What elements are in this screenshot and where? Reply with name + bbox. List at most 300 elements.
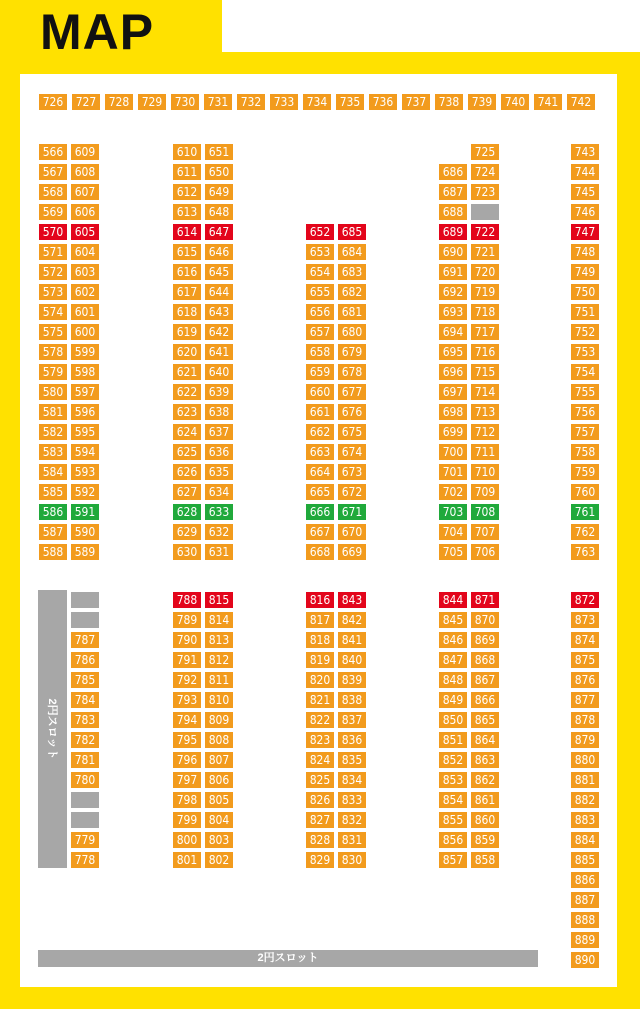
machine-782[interactable]: 782 xyxy=(70,731,100,749)
machine-650[interactable]: 650 xyxy=(204,163,234,181)
machine-784[interactable]: 784 xyxy=(70,691,100,709)
machine-674[interactable]: 674 xyxy=(337,443,367,461)
machine-701[interactable]: 701 xyxy=(438,463,468,481)
machine-814[interactable]: 814 xyxy=(204,611,234,629)
machine-583[interactable]: 583 xyxy=(38,443,68,461)
machine-743[interactable]: 743 xyxy=(570,143,600,161)
machine-842[interactable]: 842 xyxy=(337,611,367,629)
machine-666[interactable]: 666 xyxy=(305,503,335,521)
machine-588[interactable]: 588 xyxy=(38,543,68,561)
machine-655[interactable]: 655 xyxy=(305,283,335,301)
machine-632[interactable]: 632 xyxy=(204,523,234,541)
machine-869[interactable]: 869 xyxy=(470,631,500,649)
machine-857[interactable]: 857 xyxy=(438,851,468,869)
machine-791[interactable]: 791 xyxy=(172,651,202,669)
machine-815[interactable]: 815 xyxy=(204,591,234,609)
machine-712[interactable]: 712 xyxy=(470,423,500,441)
machine-694[interactable]: 694 xyxy=(438,323,468,341)
machine-800[interactable]: 800 xyxy=(172,831,202,849)
machine-677[interactable]: 677 xyxy=(337,383,367,401)
machine-870[interactable]: 870 xyxy=(470,611,500,629)
machine-783[interactable]: 783 xyxy=(70,711,100,729)
machine-606[interactable]: 606 xyxy=(70,203,100,221)
machine-670[interactable]: 670 xyxy=(337,523,367,541)
machine-642[interactable]: 642 xyxy=(204,323,234,341)
machine-595[interactable]: 595 xyxy=(70,423,100,441)
machine-634[interactable]: 634 xyxy=(204,483,234,501)
machine-590[interactable]: 590 xyxy=(70,523,100,541)
machine-622[interactable]: 622 xyxy=(172,383,202,401)
machine-780[interactable]: 780 xyxy=(70,771,100,789)
machine-683[interactable]: 683 xyxy=(337,263,367,281)
machine-719[interactable]: 719 xyxy=(470,283,500,301)
machine-722[interactable]: 722 xyxy=(470,223,500,241)
machine-659[interactable]: 659 xyxy=(305,363,335,381)
machine-748[interactable]: 748 xyxy=(570,243,600,261)
machine-880[interactable]: 880 xyxy=(570,751,600,769)
machine-698[interactable]: 698 xyxy=(438,403,468,421)
machine-724[interactable]: 724 xyxy=(470,163,500,181)
machine-793[interactable]: 793 xyxy=(172,691,202,709)
machine-689[interactable]: 689 xyxy=(438,223,468,241)
machine-798[interactable]: 798 xyxy=(172,791,202,809)
machine-736[interactable]: 736 xyxy=(368,93,398,111)
machine-738[interactable]: 738 xyxy=(434,93,464,111)
machine-676[interactable]: 676 xyxy=(337,403,367,421)
machine-611[interactable]: 611 xyxy=(172,163,202,181)
machine-645[interactable]: 645 xyxy=(204,263,234,281)
machine-624[interactable]: 624 xyxy=(172,423,202,441)
machine-787[interactable]: 787 xyxy=(70,631,100,649)
machine-731[interactable]: 731 xyxy=(203,93,233,111)
machine-639[interactable]: 639 xyxy=(204,383,234,401)
machine-831[interactable]: 831 xyxy=(337,831,367,849)
machine-660[interactable]: 660 xyxy=(305,383,335,401)
machine-668[interactable]: 668 xyxy=(305,543,335,561)
machine-746[interactable]: 746 xyxy=(570,203,600,221)
machine-692[interactable]: 692 xyxy=(438,283,468,301)
machine-663[interactable]: 663 xyxy=(305,443,335,461)
machine-574[interactable]: 574 xyxy=(38,303,68,321)
machine-720[interactable]: 720 xyxy=(470,263,500,281)
machine-823[interactable]: 823 xyxy=(305,731,335,749)
machine-600[interactable]: 600 xyxy=(70,323,100,341)
machine-626[interactable]: 626 xyxy=(172,463,202,481)
machine-728[interactable]: 728 xyxy=(104,93,134,111)
machine-661[interactable]: 661 xyxy=(305,403,335,421)
machine-675[interactable]: 675 xyxy=(337,423,367,441)
machine-812[interactable]: 812 xyxy=(204,651,234,669)
machine-710[interactable]: 710 xyxy=(470,463,500,481)
machine-866[interactable]: 866 xyxy=(470,691,500,709)
machine-844[interactable]: 844 xyxy=(438,591,468,609)
machine-628[interactable]: 628 xyxy=(172,503,202,521)
machine-840[interactable]: 840 xyxy=(337,651,367,669)
machine-874[interactable]: 874 xyxy=(570,631,600,649)
machine-646[interactable]: 646 xyxy=(204,243,234,261)
machine-838[interactable]: 838 xyxy=(337,691,367,709)
machine-749[interactable]: 749 xyxy=(570,263,600,281)
machine-631[interactable]: 631 xyxy=(204,543,234,561)
machine-872[interactable]: 872 xyxy=(570,591,600,609)
machine-818[interactable]: 818 xyxy=(305,631,335,649)
machine-847[interactable]: 847 xyxy=(438,651,468,669)
machine-725[interactable]: 725 xyxy=(470,143,500,161)
machine-715[interactable]: 715 xyxy=(470,363,500,381)
machine-758[interactable]: 758 xyxy=(570,443,600,461)
machine-667[interactable]: 667 xyxy=(305,523,335,541)
machine-759[interactable]: 759 xyxy=(570,463,600,481)
machine-811[interactable]: 811 xyxy=(204,671,234,689)
machine-799[interactable]: 799 xyxy=(172,811,202,829)
machine-809[interactable]: 809 xyxy=(204,711,234,729)
machine-684[interactable]: 684 xyxy=(337,243,367,261)
machine-854[interactable]: 854 xyxy=(438,791,468,809)
machine-723[interactable]: 723 xyxy=(470,183,500,201)
machine-860[interactable]: 860 xyxy=(470,811,500,829)
machine-851[interactable]: 851 xyxy=(438,731,468,749)
machine-868[interactable]: 868 xyxy=(470,651,500,669)
machine-760[interactable]: 760 xyxy=(570,483,600,501)
machine-638[interactable]: 638 xyxy=(204,403,234,421)
machine-625[interactable]: 625 xyxy=(172,443,202,461)
machine-734[interactable]: 734 xyxy=(302,93,332,111)
machine-570[interactable]: 570 xyxy=(38,223,68,241)
machine-703[interactable]: 703 xyxy=(438,503,468,521)
machine-618[interactable]: 618 xyxy=(172,303,202,321)
machine-640[interactable]: 640 xyxy=(204,363,234,381)
machine-581[interactable]: 581 xyxy=(38,403,68,421)
machine-747[interactable]: 747 xyxy=(570,223,600,241)
machine-882[interactable]: 882 xyxy=(570,791,600,809)
machine-862[interactable]: 862 xyxy=(470,771,500,789)
machine-790[interactable]: 790 xyxy=(172,631,202,649)
machine-711[interactable]: 711 xyxy=(470,443,500,461)
machine-573[interactable]: 573 xyxy=(38,283,68,301)
machine-620[interactable]: 620 xyxy=(172,343,202,361)
machine-794[interactable]: 794 xyxy=(172,711,202,729)
machine-785[interactable]: 785 xyxy=(70,671,100,689)
machine-569[interactable]: 569 xyxy=(38,203,68,221)
machine-615[interactable]: 615 xyxy=(172,243,202,261)
machine-846[interactable]: 846 xyxy=(438,631,468,649)
machine-617[interactable]: 617 xyxy=(172,283,202,301)
machine-839[interactable]: 839 xyxy=(337,671,367,689)
machine-816[interactable]: 816 xyxy=(305,591,335,609)
machine-742[interactable]: 742 xyxy=(566,93,596,111)
machine-623[interactable]: 623 xyxy=(172,403,202,421)
machine-884[interactable]: 884 xyxy=(570,831,600,849)
machine-843[interactable]: 843 xyxy=(337,591,367,609)
machine-669[interactable]: 669 xyxy=(337,543,367,561)
machine-649[interactable]: 649 xyxy=(204,183,234,201)
machine-830[interactable]: 830 xyxy=(337,851,367,869)
machine-644[interactable]: 644 xyxy=(204,283,234,301)
machine-890[interactable]: 890 xyxy=(570,951,600,969)
machine-643[interactable]: 643 xyxy=(204,303,234,321)
machine-808[interactable]: 808 xyxy=(204,731,234,749)
machine-730[interactable]: 730 xyxy=(170,93,200,111)
machine-729[interactable]: 729 xyxy=(137,93,167,111)
machine-601[interactable]: 601 xyxy=(70,303,100,321)
machine-744[interactable]: 744 xyxy=(570,163,600,181)
machine-604[interactable]: 604 xyxy=(70,243,100,261)
machine-602[interactable]: 602 xyxy=(70,283,100,301)
machine-609[interactable]: 609 xyxy=(70,143,100,161)
machine-652[interactable]: 652 xyxy=(305,223,335,241)
machine-682[interactable]: 682 xyxy=(337,283,367,301)
machine-680[interactable]: 680 xyxy=(337,323,367,341)
machine-714[interactable]: 714 xyxy=(470,383,500,401)
machine-836[interactable]: 836 xyxy=(337,731,367,749)
machine-883[interactable]: 883 xyxy=(570,811,600,829)
machine-828[interactable]: 828 xyxy=(305,831,335,849)
machine-755[interactable]: 755 xyxy=(570,383,600,401)
machine-805[interactable]: 805 xyxy=(204,791,234,809)
machine-621[interactable]: 621 xyxy=(172,363,202,381)
machine-867[interactable]: 867 xyxy=(470,671,500,689)
machine-589[interactable]: 589 xyxy=(70,543,100,561)
machine-599[interactable]: 599 xyxy=(70,343,100,361)
machine-848[interactable]: 848 xyxy=(438,671,468,689)
machine-641[interactable]: 641 xyxy=(204,343,234,361)
machine-886[interactable]: 886 xyxy=(570,871,600,889)
machine-584[interactable]: 584 xyxy=(38,463,68,481)
machine-763[interactable]: 763 xyxy=(570,543,600,561)
machine-594[interactable]: 594 xyxy=(70,443,100,461)
machine-648[interactable]: 648 xyxy=(204,203,234,221)
machine-603[interactable]: 603 xyxy=(70,263,100,281)
machine-778[interactable]: 778 xyxy=(70,851,100,869)
machine-850[interactable]: 850 xyxy=(438,711,468,729)
machine-658[interactable]: 658 xyxy=(305,343,335,361)
machine-877[interactable]: 877 xyxy=(570,691,600,709)
machine-733[interactable]: 733 xyxy=(269,93,299,111)
machine-735[interactable]: 735 xyxy=(335,93,365,111)
machine-881[interactable]: 881 xyxy=(570,771,600,789)
machine-873[interactable]: 873 xyxy=(570,611,600,629)
machine-878[interactable]: 878 xyxy=(570,711,600,729)
machine-636[interactable]: 636 xyxy=(204,443,234,461)
machine-605[interactable]: 605 xyxy=(70,223,100,241)
machine-709[interactable]: 709 xyxy=(470,483,500,501)
machine-580[interactable]: 580 xyxy=(38,383,68,401)
machine-754[interactable]: 754 xyxy=(570,363,600,381)
machine-750[interactable]: 750 xyxy=(570,283,600,301)
machine-833[interactable]: 833 xyxy=(337,791,367,809)
machine-879[interactable]: 879 xyxy=(570,731,600,749)
machine-596[interactable]: 596 xyxy=(70,403,100,421)
machine-889[interactable]: 889 xyxy=(570,931,600,949)
machine-578[interactable]: 578 xyxy=(38,343,68,361)
machine-613[interactable]: 613 xyxy=(172,203,202,221)
machine-627[interactable]: 627 xyxy=(172,483,202,501)
machine-685[interactable]: 685 xyxy=(337,223,367,241)
machine-885[interactable]: 885 xyxy=(570,851,600,869)
machine-825[interactable]: 825 xyxy=(305,771,335,789)
machine-741[interactable]: 741 xyxy=(533,93,563,111)
machine-801[interactable]: 801 xyxy=(172,851,202,869)
machine-871[interactable]: 871 xyxy=(470,591,500,609)
machine-662[interactable]: 662 xyxy=(305,423,335,441)
machine-824[interactable]: 824 xyxy=(305,751,335,769)
machine-707[interactable]: 707 xyxy=(470,523,500,541)
machine-579[interactable]: 579 xyxy=(38,363,68,381)
machine-863[interactable]: 863 xyxy=(470,751,500,769)
machine-687[interactable]: 687 xyxy=(438,183,468,201)
machine-756[interactable]: 756 xyxy=(570,403,600,421)
machine-804[interactable]: 804 xyxy=(204,811,234,829)
machine-686[interactable]: 686 xyxy=(438,163,468,181)
machine-849[interactable]: 849 xyxy=(438,691,468,709)
machine-653[interactable]: 653 xyxy=(305,243,335,261)
machine-821[interactable]: 821 xyxy=(305,691,335,709)
machine-608[interactable]: 608 xyxy=(70,163,100,181)
machine-745[interactable]: 745 xyxy=(570,183,600,201)
machine-585[interactable]: 585 xyxy=(38,483,68,501)
machine-690[interactable]: 690 xyxy=(438,243,468,261)
machine-789[interactable]: 789 xyxy=(172,611,202,629)
machine-792[interactable]: 792 xyxy=(172,671,202,689)
machine-619[interactable]: 619 xyxy=(172,323,202,341)
machine-705[interactable]: 705 xyxy=(438,543,468,561)
machine-616[interactable]: 616 xyxy=(172,263,202,281)
machine-696[interactable]: 696 xyxy=(438,363,468,381)
machine-806[interactable]: 806 xyxy=(204,771,234,789)
machine-597[interactable]: 597 xyxy=(70,383,100,401)
machine-762[interactable]: 762 xyxy=(570,523,600,541)
machine-672[interactable]: 672 xyxy=(337,483,367,501)
machine-841[interactable]: 841 xyxy=(337,631,367,649)
machine-671[interactable]: 671 xyxy=(337,503,367,521)
machine-861[interactable]: 861 xyxy=(470,791,500,809)
machine-797[interactable]: 797 xyxy=(172,771,202,789)
machine-591[interactable]: 591 xyxy=(70,503,100,521)
machine-795[interactable]: 795 xyxy=(172,731,202,749)
machine-807[interactable]: 807 xyxy=(204,751,234,769)
machine-781[interactable]: 781 xyxy=(70,751,100,769)
machine-779[interactable]: 779 xyxy=(70,831,100,849)
machine-587[interactable]: 587 xyxy=(38,523,68,541)
machine-864[interactable]: 864 xyxy=(470,731,500,749)
machine-726[interactable]: 726 xyxy=(38,93,68,111)
machine-656[interactable]: 656 xyxy=(305,303,335,321)
machine-633[interactable]: 633 xyxy=(204,503,234,521)
machine-586[interactable]: 586 xyxy=(38,503,68,521)
machine-571[interactable]: 571 xyxy=(38,243,68,261)
machine-829[interactable]: 829 xyxy=(305,851,335,869)
machine-788[interactable]: 788 xyxy=(172,591,202,609)
machine-566[interactable]: 566 xyxy=(38,143,68,161)
machine-740[interactable]: 740 xyxy=(500,93,530,111)
machine-803[interactable]: 803 xyxy=(204,831,234,849)
machine-612[interactable]: 612 xyxy=(172,183,202,201)
machine-568[interactable]: 568 xyxy=(38,183,68,201)
machine-575[interactable]: 575 xyxy=(38,323,68,341)
machine-813[interactable]: 813 xyxy=(204,631,234,649)
machine-739[interactable]: 739 xyxy=(467,93,497,111)
machine-614[interactable]: 614 xyxy=(172,223,202,241)
machine-704[interactable]: 704 xyxy=(438,523,468,541)
machine-651[interactable]: 651 xyxy=(204,143,234,161)
machine-598[interactable]: 598 xyxy=(70,363,100,381)
machine-582[interactable]: 582 xyxy=(38,423,68,441)
machine-702[interactable]: 702 xyxy=(438,483,468,501)
machine-699[interactable]: 699 xyxy=(438,423,468,441)
machine-752[interactable]: 752 xyxy=(570,323,600,341)
machine-665[interactable]: 665 xyxy=(305,483,335,501)
machine-856[interactable]: 856 xyxy=(438,831,468,849)
machine-716[interactable]: 716 xyxy=(470,343,500,361)
machine-753[interactable]: 753 xyxy=(570,343,600,361)
machine-845[interactable]: 845 xyxy=(438,611,468,629)
machine-567[interactable]: 567 xyxy=(38,163,68,181)
machine-757[interactable]: 757 xyxy=(570,423,600,441)
machine-732[interactable]: 732 xyxy=(236,93,266,111)
machine-593[interactable]: 593 xyxy=(70,463,100,481)
machine-630[interactable]: 630 xyxy=(172,543,202,561)
machine-820[interactable]: 820 xyxy=(305,671,335,689)
machine-832[interactable]: 832 xyxy=(337,811,367,829)
machine-855[interactable]: 855 xyxy=(438,811,468,829)
machine-717[interactable]: 717 xyxy=(470,323,500,341)
machine-827[interactable]: 827 xyxy=(305,811,335,829)
machine-718[interactable]: 718 xyxy=(470,303,500,321)
machine-706[interactable]: 706 xyxy=(470,543,500,561)
machine-592[interactable]: 592 xyxy=(70,483,100,501)
machine-679[interactable]: 679 xyxy=(337,343,367,361)
machine-826[interactable]: 826 xyxy=(305,791,335,809)
machine-834[interactable]: 834 xyxy=(337,771,367,789)
machine-673[interactable]: 673 xyxy=(337,463,367,481)
machine-629[interactable]: 629 xyxy=(172,523,202,541)
machine-751[interactable]: 751 xyxy=(570,303,600,321)
machine-837[interactable]: 837 xyxy=(337,711,367,729)
machine-664[interactable]: 664 xyxy=(305,463,335,481)
machine-876[interactable]: 876 xyxy=(570,671,600,689)
machine-852[interactable]: 852 xyxy=(438,751,468,769)
machine-737[interactable]: 737 xyxy=(401,93,431,111)
machine-654[interactable]: 654 xyxy=(305,263,335,281)
machine-817[interactable]: 817 xyxy=(305,611,335,629)
machine-865[interactable]: 865 xyxy=(470,711,500,729)
machine-688[interactable]: 688 xyxy=(438,203,468,221)
machine-695[interactable]: 695 xyxy=(438,343,468,361)
machine-875[interactable]: 875 xyxy=(570,651,600,669)
machine-786[interactable]: 786 xyxy=(70,651,100,669)
machine-691[interactable]: 691 xyxy=(438,263,468,281)
machine-858[interactable]: 858 xyxy=(470,851,500,869)
machine-635[interactable]: 635 xyxy=(204,463,234,481)
machine-888[interactable]: 888 xyxy=(570,911,600,929)
machine-681[interactable]: 681 xyxy=(337,303,367,321)
machine-761[interactable]: 761 xyxy=(570,503,600,521)
machine-835[interactable]: 835 xyxy=(337,751,367,769)
machine-700[interactable]: 700 xyxy=(438,443,468,461)
machine-657[interactable]: 657 xyxy=(305,323,335,341)
machine-697[interactable]: 697 xyxy=(438,383,468,401)
machine-721[interactable]: 721 xyxy=(470,243,500,261)
machine-810[interactable]: 810 xyxy=(204,691,234,709)
machine-637[interactable]: 637 xyxy=(204,423,234,441)
machine-859[interactable]: 859 xyxy=(470,831,500,849)
machine-713[interactable]: 713 xyxy=(470,403,500,421)
machine-610[interactable]: 610 xyxy=(172,143,202,161)
machine-819[interactable]: 819 xyxy=(305,651,335,669)
machine-678[interactable]: 678 xyxy=(337,363,367,381)
machine-647[interactable]: 647 xyxy=(204,223,234,241)
machine-853[interactable]: 853 xyxy=(438,771,468,789)
